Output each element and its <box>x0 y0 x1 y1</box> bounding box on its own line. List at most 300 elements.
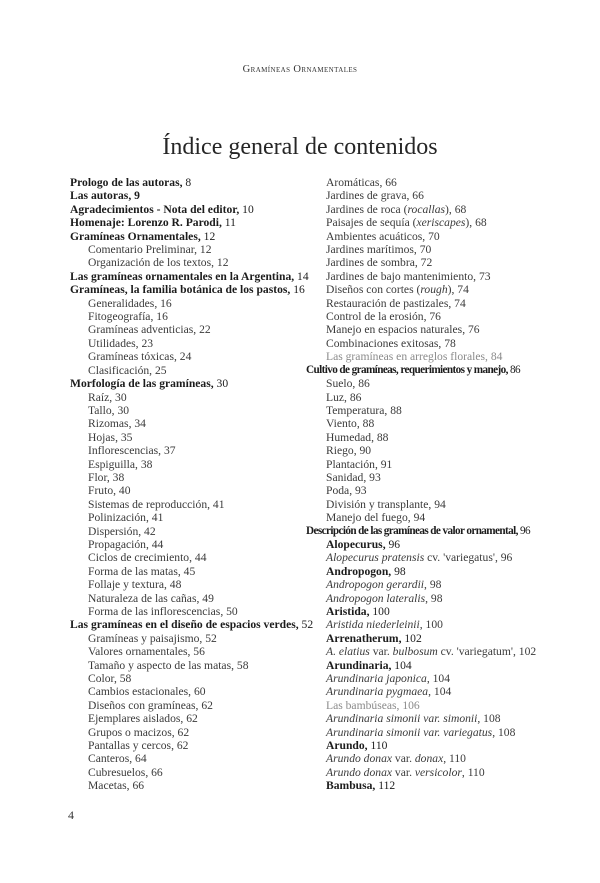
entry-title-part: Alopecurus <box>326 537 383 551</box>
toc-subsection-entry <box>70 726 310 739</box>
toc-right-column <box>306 176 576 793</box>
entry-page: 94 <box>434 497 446 511</box>
entry-title: Ciclos de crecimiento <box>88 551 190 565</box>
entry-separator: , <box>171 739 177 753</box>
entry-page: 14 <box>297 269 309 283</box>
toc-subsection-entry <box>70 471 310 484</box>
entry-title-part: donax <box>414 752 444 766</box>
entry-page: 60 <box>193 685 206 699</box>
entry-separator: , <box>295 618 302 632</box>
entry-title: Gramíneas, la familia botánica de los pastos <box>70 283 288 297</box>
entry-separator: , <box>188 685 194 699</box>
entry-page: 73 <box>478 269 491 283</box>
entry-title-part: Temperatura <box>326 403 385 417</box>
entry-title-part: Jardines de grava <box>326 189 407 203</box>
entry-page: 37 <box>163 444 176 458</box>
entry-page: 68 <box>454 202 467 216</box>
toc-section-entry <box>306 364 576 377</box>
entry-title-part: Andropogon lateralis <box>326 591 426 605</box>
toc-subsection-entry <box>70 525 310 538</box>
toc-subsection-entry <box>70 337 310 350</box>
toc-subsection-entry <box>306 404 576 417</box>
entry-title: Fitogeografía <box>88 310 151 324</box>
entry-page: 106 <box>402 698 420 712</box>
entry-title-part: ) <box>465 216 470 230</box>
entry-title-part: Arundo donax <box>326 765 393 779</box>
entry-title: Cambios estacionales <box>88 685 189 699</box>
toc-section-entry <box>70 203 310 216</box>
entry-page: 68 <box>475 216 487 230</box>
entry-page: 74 <box>457 283 469 297</box>
entry-separator: , <box>372 779 379 793</box>
entry-separator: , <box>443 752 450 766</box>
entry-separator: , <box>515 524 521 537</box>
entry-title-part: xeriscapes <box>416 216 466 230</box>
entry-title: Macetas <box>88 779 127 793</box>
entry-separator: , <box>150 310 157 324</box>
entry-separator: , <box>113 672 120 686</box>
toc-subsection-entry <box>70 404 310 417</box>
entry-title: Pantallas y cercos <box>88 739 172 753</box>
toc-species-entry <box>306 752 576 765</box>
entry-title-part: Las gramíneas en arreglos florales <box>326 350 486 364</box>
entry-title-part: var. <box>392 752 415 766</box>
entry-separator: , <box>194 243 200 257</box>
toc-subsection-entry <box>306 391 576 404</box>
entry-title: Generalidades <box>88 296 155 310</box>
toc-subsection-entry <box>306 297 576 310</box>
toc-subsection-entry <box>70 592 310 605</box>
entry-page: 96 <box>520 524 531 537</box>
entry-page: 88 <box>362 417 375 431</box>
toc-species-entry <box>306 712 576 725</box>
entry-separator: , <box>171 725 178 739</box>
entry-page: 48 <box>169 578 182 592</box>
entry-title: Organización de los textos <box>88 256 212 270</box>
entry-page: 91 <box>380 457 393 471</box>
entry-separator: , <box>494 551 501 565</box>
entry-separator: , <box>462 323 468 337</box>
toc-species-entry <box>306 592 576 605</box>
entry-separator: , <box>413 243 420 257</box>
entry-title: Polinización <box>88 511 146 525</box>
toc-section-entry <box>70 176 310 189</box>
entry-title-part: cv. 'variegatus' <box>424 551 495 565</box>
toc-subsection-entry <box>70 565 310 578</box>
entry-separator: , <box>115 430 121 444</box>
entry-page: 42 <box>144 524 156 538</box>
toc-subsection-entry <box>70 498 310 511</box>
toc-subsection-entry <box>70 391 310 404</box>
entry-page: 44 <box>194 551 207 565</box>
toc-subsection-entry <box>70 752 310 765</box>
toc-subsection-entry <box>70 538 310 551</box>
entry-title-part: Jardines marítimos <box>326 243 414 257</box>
entry-separator: , <box>428 497 435 511</box>
entry-title-part: Ambientes acuáticos <box>326 229 423 243</box>
toc-genus-entry <box>306 565 576 578</box>
toc-subsection-entry <box>70 364 310 377</box>
entry-separator: , <box>384 403 391 417</box>
entry-separator: , <box>426 672 433 686</box>
entry-page: 66 <box>132 779 145 793</box>
entry-title: Diseños con gramíneas <box>88 698 196 712</box>
entry-title-part: Bambusa <box>326 779 373 793</box>
entry-page: 110 <box>370 739 388 753</box>
toc-species-entry <box>306 551 576 564</box>
entry-title: Cubresuelos <box>88 765 146 779</box>
entry-title-part: Manejo del fuego <box>326 511 408 525</box>
entry-separator: , <box>145 537 152 551</box>
entry-page: 96 <box>388 537 401 551</box>
toc-section-entry <box>70 618 314 632</box>
toc-subsection-entry <box>70 659 310 672</box>
entry-separator: , <box>398 631 405 645</box>
entry-page: 30 <box>117 403 130 417</box>
entry-page: 38 <box>112 470 125 484</box>
entry-title-part: Andropogon <box>326 564 389 578</box>
entry-separator: , <box>505 363 511 376</box>
entry-title: Gramíneas tóxicas <box>88 350 174 364</box>
entry-separator: , <box>220 605 227 618</box>
entry-separator: , <box>211 256 217 270</box>
toc-subsection-entry <box>306 243 576 256</box>
entry-separator: , <box>111 403 118 417</box>
entry-separator: , <box>163 578 170 592</box>
entry-separator: , <box>287 283 294 297</box>
entry-title-part: versicolor <box>414 765 462 779</box>
entry-title: Morfología de las gramíneas <box>70 377 211 391</box>
entry-page: 30 <box>115 390 127 404</box>
toc-section-entry <box>70 216 310 229</box>
toc-subsection-entry <box>70 444 310 457</box>
entry-title: Espiguilla <box>88 457 136 471</box>
entry-page: 8 <box>185 176 192 189</box>
toc-section-entry <box>70 270 310 283</box>
entry-separator: , <box>207 497 213 511</box>
toc-genus-entry <box>306 632 576 645</box>
entry-title: Forma de las inflorescencias <box>88 605 221 618</box>
entry-page: 78 <box>444 336 456 350</box>
entry-page: 98 <box>429 578 442 592</box>
entry-title: Gramíneas Ornamentales <box>70 229 198 243</box>
toc-subsection-entry <box>70 739 310 752</box>
entry-title-part: Aristida niederleinii <box>326 618 420 632</box>
entry-title: Ejemplares aislados <box>88 712 181 726</box>
entry-separator: , <box>193 323 200 337</box>
entry-page: 98 <box>394 564 406 578</box>
entry-title-part: Arundo <box>326 739 365 753</box>
entry-page: 62 <box>186 712 198 726</box>
entry-title: Utilidades <box>88 336 136 350</box>
toc-subsection-entry <box>70 632 310 645</box>
entry-separator: , <box>113 484 119 498</box>
entry-separator: , <box>448 296 455 310</box>
entry-title: Naturaleza de las cañas <box>88 591 197 605</box>
entry-title: Agradecimientos - Nota del editor <box>70 202 237 216</box>
entry-title: Tallo <box>88 403 112 417</box>
toc-subsection-entry <box>70 712 310 725</box>
entry-page: 66 <box>385 176 397 189</box>
entry-title-part: Arundinaria pygmaea <box>326 685 429 699</box>
entry-title-part: Sanidad <box>326 470 364 484</box>
toc-genus-entry <box>306 659 576 672</box>
entry-separator: , <box>187 645 194 659</box>
entry-page: 64 <box>135 752 147 766</box>
entry-separator: , <box>364 739 371 753</box>
entry-title: Follaje y textura <box>88 578 164 592</box>
entry-title-part: var. <box>369 645 393 659</box>
entry-separator: , <box>138 524 145 538</box>
entry-page: 50 <box>226 605 238 618</box>
entry-separator: , <box>128 417 135 431</box>
entry-separator: , <box>388 658 395 672</box>
toc-subsection-entry <box>306 270 576 283</box>
toc-species-entry <box>306 685 576 698</box>
toc-subsection-entry <box>70 605 310 618</box>
entry-title: Forma de las matas <box>88 564 178 578</box>
entry-separator: , <box>196 591 203 605</box>
entry-separator: , <box>428 685 434 699</box>
entry-page: 86 <box>349 390 362 404</box>
entry-separator: , <box>451 283 458 297</box>
entry-separator: , <box>353 444 360 458</box>
toc-subsection-entry <box>306 323 576 336</box>
entry-title-part: var. <box>392 765 415 779</box>
toc-genus-entry <box>306 605 576 618</box>
toc-subsection-entry <box>306 377 576 390</box>
toc-subsection-entry <box>70 431 310 444</box>
entry-separator: , <box>414 256 421 270</box>
entry-title-part: Poda <box>326 484 350 498</box>
entry-separator: , <box>231 658 237 672</box>
entry-title: Las gramíneas en el diseño de espacios verdes <box>70 618 296 632</box>
entry-title: Dispersión <box>88 524 139 538</box>
entry-title: Propagación <box>88 537 146 551</box>
entry-page: 16 <box>293 283 305 297</box>
entry-page: 58 <box>119 672 132 686</box>
entry-separator: , <box>374 457 381 471</box>
entry-title-part: Riego <box>326 444 354 458</box>
entry-page: 40 <box>118 484 131 498</box>
entry-title-part: rough <box>420 283 448 297</box>
entry-page: 108 <box>497 725 516 739</box>
entry-page: 12 <box>216 256 229 270</box>
entry-separator: , <box>473 269 479 283</box>
toc-genus-entry <box>306 779 576 792</box>
entry-separator: , <box>485 350 491 364</box>
entry-page: 74 <box>454 296 466 310</box>
toc-species-entry <box>306 618 576 631</box>
entry-separator: , <box>382 537 389 551</box>
entry-title-part: Alopecurus pratensis <box>326 551 425 565</box>
entry-page: 94 <box>413 511 426 525</box>
entry-page: 108 <box>483 712 501 726</box>
entry-separator: , <box>149 363 155 377</box>
entry-title: Valores ornamentales <box>88 645 188 659</box>
entry-page: 76 <box>467 323 480 337</box>
entry-title: Fruto <box>88 484 114 498</box>
entry-title-part: Las bambúseas <box>326 698 397 712</box>
entry-page: 62 <box>177 725 190 739</box>
entry-page: 86 <box>510 363 521 376</box>
entry-separator: , <box>109 390 116 404</box>
entry-page: 66 <box>412 189 424 203</box>
toc-species-entry <box>306 766 576 779</box>
entry-page: 44 <box>151 537 164 551</box>
entry-page: 22 <box>199 323 211 337</box>
entry-title-part: Diseños con cortes ( <box>326 283 421 297</box>
entry-separator: , <box>189 551 195 565</box>
entry-title: Homenaje: Lorenzo R. Parodi <box>70 216 219 230</box>
toc-subsection-entry <box>306 283 576 296</box>
entry-page: 11 <box>224 216 236 230</box>
entry-separator: , <box>210 377 217 391</box>
entry-page: 23 <box>141 336 154 350</box>
entry-title: Gramíneas adventicias <box>88 323 194 337</box>
toc-subsection-entry <box>306 484 576 497</box>
entry-title-part: Aristida <box>326 605 367 618</box>
entry-page: 16 <box>156 310 168 324</box>
toc-subsection-entry <box>70 458 310 471</box>
entry-separator: , <box>423 310 430 324</box>
entry-page: 52 <box>301 618 314 632</box>
entry-page: 62 <box>176 739 189 753</box>
entry-page: 38 <box>140 457 153 471</box>
entry-page: 41 <box>212 497 225 511</box>
entry-page: 10 <box>242 202 254 216</box>
entry-page: 52 <box>205 631 217 645</box>
toc-left-column <box>70 176 314 793</box>
entry-title-part: A. elatius <box>326 645 370 659</box>
entry-separator: , <box>422 229 429 243</box>
entry-page: 88 <box>390 403 402 417</box>
entry-title-part: bulbosum <box>392 645 438 659</box>
entry-title: Las autoras <box>70 189 129 203</box>
entry-page: 62 <box>201 698 213 712</box>
toc-subsection-entry <box>306 444 576 457</box>
entry-page: 110 <box>467 765 485 779</box>
entry-page: 104 <box>432 672 450 686</box>
toc-subsection-entry <box>306 189 576 202</box>
toc-subsection-entry <box>70 297 310 310</box>
entry-page: 100 <box>425 618 443 632</box>
page-number: 4 <box>68 808 74 822</box>
entry-title: Grupos o macizos <box>88 725 172 739</box>
entry-title-part: Restauración de pastizales <box>326 296 449 310</box>
entry-separator: , <box>396 698 403 712</box>
entry-page: 41 <box>151 511 164 525</box>
entry-title-part: Suelo <box>326 377 353 391</box>
entry-page: 76 <box>429 310 441 324</box>
toc-subsection-entry <box>306 337 576 350</box>
entry-page: 72 <box>420 256 433 270</box>
entry-title: Raíz <box>88 390 110 404</box>
entry-separator: , <box>158 444 164 458</box>
entry-separator: , <box>379 176 386 189</box>
toc-species-entry <box>306 699 576 712</box>
entry-title-part: Manejo en espacios naturales <box>326 323 463 337</box>
entry-separator: , <box>425 591 431 605</box>
toc-subsection-entry <box>306 216 576 229</box>
entry-page: 90 <box>359 444 372 458</box>
entry-separator: , <box>135 336 142 350</box>
entry-separator: , <box>356 417 363 431</box>
entry-page: 93 <box>369 470 381 484</box>
entry-separator: , <box>512 645 519 659</box>
page-title: Índice general de contenidos <box>162 134 438 160</box>
entry-page: 12 <box>203 229 216 243</box>
entry-title-part: Descripción de las gramíneas de valor ornamental <box>306 524 516 537</box>
entry-separator: , <box>419 618 426 632</box>
toc-section-entry <box>70 230 310 243</box>
entry-separator: , <box>406 189 413 203</box>
entry-page: 96 <box>500 551 513 565</box>
entry-title-part: Combinaciones exitosas <box>326 336 439 350</box>
entry-page: 93 <box>354 484 367 498</box>
entry-page: 56 <box>193 645 205 659</box>
entry-separator: , <box>106 470 113 484</box>
entry-title-part: rocallas <box>407 202 446 216</box>
entry-page: 104 <box>433 685 452 699</box>
entry-page: 102 <box>518 645 537 659</box>
entry-title-part: Jardines de sombra <box>326 256 415 270</box>
toc-species-entry <box>306 726 576 739</box>
toc-subsection-entry <box>70 672 310 685</box>
toc-subsection-entry <box>70 310 310 323</box>
toc-subsection-entry <box>306 176 576 189</box>
entry-title-part: Jardines de roca ( <box>326 202 408 216</box>
entry-title-part: Viento <box>326 417 357 431</box>
entry-title: Inflorescencias <box>88 444 159 458</box>
entry-title-part: Arundinaria japonica <box>326 672 427 686</box>
toc-subsection-entry <box>70 350 310 363</box>
entry-separator: , <box>291 269 298 283</box>
entry-title: Gramíneas y paisajismo <box>88 631 200 645</box>
entry-title-part: División y transplante <box>326 497 429 511</box>
entry-separator: , <box>366 605 373 618</box>
entry-page: 49 <box>202 591 214 605</box>
toc-subsection-entry <box>70 551 310 564</box>
entry-page: 34 <box>134 417 146 431</box>
toc-subsection-entry <box>70 417 310 430</box>
toc-section-entry <box>70 377 310 390</box>
toc-section-entry <box>70 189 310 202</box>
entry-title-part: Arundo donax <box>326 752 393 766</box>
entry-page: 45 <box>183 564 196 578</box>
entry-title: Flor <box>88 470 107 484</box>
toc-subsection-entry <box>306 417 576 430</box>
entry-title-part: Humedad <box>326 430 372 444</box>
entry-separator: , <box>236 202 243 216</box>
toc-subsection-entry <box>70 484 310 497</box>
entry-title: Sistemas de reproducción <box>88 497 208 511</box>
toc-subsection-entry <box>70 243 310 256</box>
entry-separator: , <box>469 216 476 230</box>
entry-title-part: Arundinaria <box>326 658 389 672</box>
entry-title: Tamaño y aspecto de las matas <box>88 658 232 672</box>
entry-page: 66 <box>151 765 163 779</box>
entry-title-part: Jardines de bajo mantenimiento <box>326 269 474 283</box>
entry-title-part: Andropogon gerardii <box>326 578 425 592</box>
toc-subsection-entry <box>70 699 310 712</box>
entry-separator: , <box>388 564 395 578</box>
entry-separator: , <box>363 470 370 484</box>
entry-separator: , <box>180 712 187 726</box>
entry-title-part: Arundinaria simonii var. simonii <box>326 712 478 726</box>
entry-page: 86 <box>358 377 370 391</box>
entry-separator: , <box>128 189 135 203</box>
